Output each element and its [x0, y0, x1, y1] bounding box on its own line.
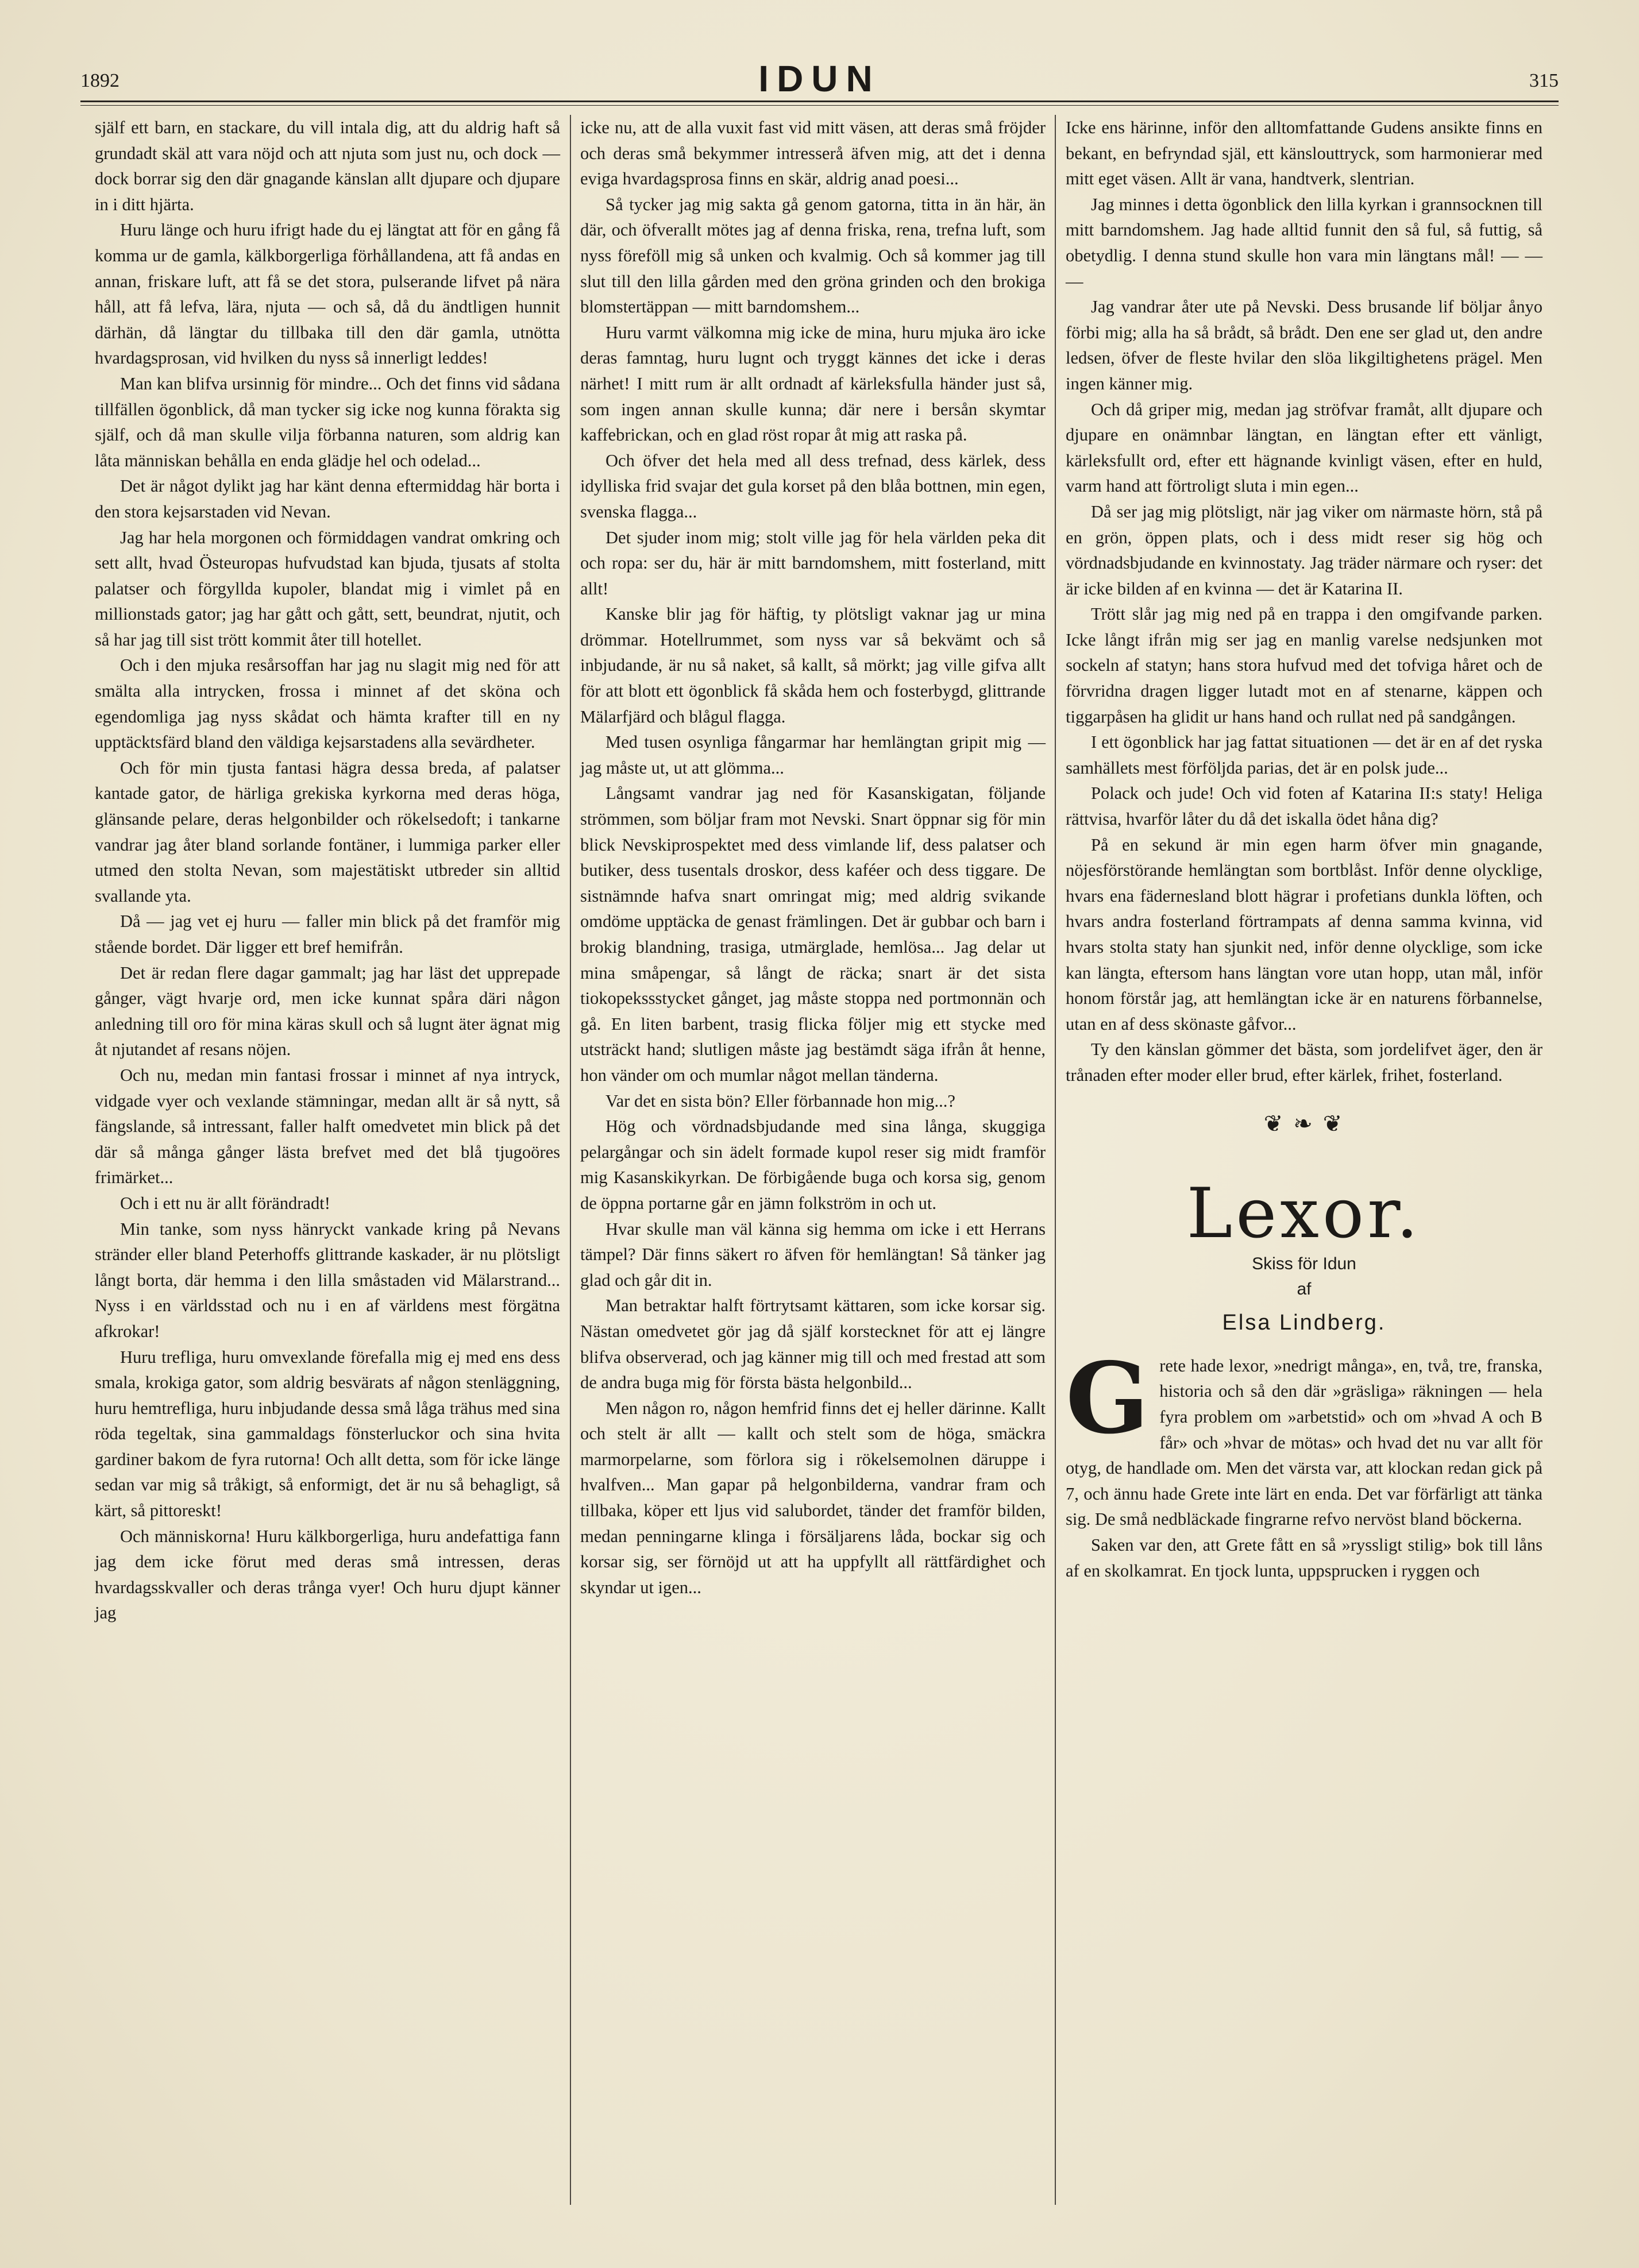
- story-byline: af: [1297, 1280, 1312, 1299]
- paragraph: Min tanke, som nyss hänryckt vankade kring på Nevans stränder eller bland Peterhoffs glittrande kaskader, är nu plötsligt långt borta, där hemma i den lilla småstaden vid Mälarstrand... Nyss i en världsstad och nu i en af världens mest förgätna afkrokar!: [95, 1219, 560, 1341]
- paragraph: Och för min tjusta fantasi hägra dessa breda, af palatser kantade gator, de härliga grekiska kyrkorna med deras höga, glänsande pelare, deras helgonbilder och rökelsedoft; i tankarne vandrar jag åter bland sorlande fontäner, i lummiga parker eller utmed den stolta Nevan, som majestätiskt utbreder sin alltid svallande yta.: [95, 758, 560, 906]
- paragraph: Det är redan flere dagar gammalt; jag har läst det upprepade gånger, vägt hvarje ord, men icke kunnat spåra däri någon anledning till oro för mina käras skull och så lugnt äter ägnat mig åt njutandet af resans nöjen.: [95, 963, 560, 1060]
- story-author: Elsa Lindberg.: [1222, 1311, 1386, 1335]
- paragraph: Och då griper mig, medan jag ströfvar framåt, allt djupare och djupare en onämnbar längtan, en längtan efter ett vänligt, kärleksfullt ord, efter ett hägnande kvinligt väsen, efter en huld, varm hand att förtroligt sluta i min egen...: [1066, 399, 1542, 496]
- paragraph: På en sekund är min egen harm öfver min gnagande, nöjesförstörande hemlängtan som bortblåst. Inför denne olycklige, hvars ena fädernesland blott hägrar i profetians dunkla löften, och hvars andra fosterland förtrampats af denna samma kvinna, vid hvars stolta staty han sjunkit ned, inför denne olycklige, som icke kan längta, eftersom hans längtan vore utan hopp, utan mål, inför honom förstår jag, att hemlängtan icke är en naturens förbannelse, utan en af dess skönaste gåfvor...: [1066, 834, 1542, 1034]
- paragraph: Men någon ro, någon hemfrid finns det ej heller därinne. Kallt och stelt är allt — kallt och stelt som de höga, smäckra marmorpelarne, som förlora sig i rökelsemolnen däruppe i hvalfven... Man gapar på helgonbilderna, vandrar fram och tillbaka, köper ett ljus vid salubordet, tänder det framför bilden, medan penningarne klinga i försäljarens låda, bockar sig och korsar sig, ser förnöjd ut att ha uppfyllt all rättfärdighet och skyndar ut igen...: [580, 1398, 1046, 1597]
- paragraph: Och människorna! Huru kälkborgerliga, huru andefattiga fann jag dem icke förut med deras små intressen, deras hvardagsskvaller och deras trånga vyer! Och huru djupt känner jag: [95, 1526, 560, 1623]
- story-title: Lexor.: [1186, 1174, 1422, 1254]
- paragraph: Huru trefliga, huru omvexlande förefalla mig ej med ens dess smala, krokiga gator, som aldrig besvärats af någon stenläggning, huru hemtrefliga, huru inbjudande dessa små låga trähus med sina röda tegeltak, sina gammaldags fönsterluckor och sina hvita gardiner bakom de fyra rutorna! Och allt detta, som för icke länge sedan var mig så tråkigt, så enformigt, det är nu så behagligt, så kärt, så pittoreskt!: [95, 1347, 560, 1521]
- paragraph: Och öfver det hela med all dess trefnad, dess kärlek, dess idylliska frid svajar det gula korset på den blåa bottnen, min egen, svenska flagga...: [580, 450, 1046, 521]
- paragraph: I ett ögonblick har jag fattat situationen — det är en af det ryska samhällets mest förföljda parias, det är en polsk jude...: [1066, 732, 1542, 778]
- paragraph: Så tycker jag mig sakta gå genom gatorna, titta in än här, än där, och öfverallt mötes jag af denna friska, rena, trefna luft, som nyss föreföll mig så unken och kvalmig. Och så kommer jag till slut till den lilla gården med den gröna grinden och den brokiga blomstertäppan — mitt barndomshem...: [580, 194, 1046, 317]
- page-number: 315: [1529, 70, 1559, 91]
- paragraph: Långsamt vandrar jag ned för Kasanskigatan, följande strömmen, som böljar fram mot Nevski. Snart öppnar sig för min blick Nevskiprospektet med dess vimlande lif, dess palatser och butiker, dess tusentals droskor, dess kaféer och dess tiggare. De sistnämnde hafva snart omringat mig; med aldrig svikande omdöme upptäcka de genast främlingen. Det är gubbar och barn i brokig blandning, trasiga, utmärglade, hemlösa... Jag delar ut mina småpengar, så långt de räcka; snart är det sista tiokopekssstycket gånget, jag måste stoppa ned portmonnän och gå. En liten barbent, trasig flicka följer mig ett stycke med utsträckt hand; slutligen måste jag bestämdt säga ifrån åt henne, hon vänder om och mumlar något mellan tänderna.: [580, 783, 1046, 1085]
- paragraph: själf ett barn, en stackare, du vill intala dig, att du aldrig haft så grundadt skäl att vara nöjd och att njuta som just nu, och dock — dock borrar sig den där gnagande känslan allt djupare och djupare in i ditt hjärta.: [95, 118, 560, 214]
- column-3: [1066, 115, 1542, 1583]
- paragraph: Icke ens härinne, inför den alltomfattande Gudens ansikte finns en bekant, en befryndad själ, ett känslouttryck, som harmonierar med mitt eget väsen. Allt är vana, handtverk, slentrian.: [1066, 118, 1542, 189]
- paragraph: Och nu, medan min fantasi frossar i minnet af nya intryck, vidgade vyer och vexlande stämningar, medan allt är så nytt, så fängslande, så intressant, faller halft omedvetet min blick på det där så många gånger lästa brefvet med det blå tjugoöres frimärket...: [95, 1065, 560, 1188]
- column-2: [580, 115, 1046, 1600]
- story-paragraph-text: rete hade lexor, »nedrigt många», en, två, tre, franska, historia och så den där »gräsliga» räkningen — hela fyra problem om »arbetstid» och om »hvad A och B får» och »hvar de mötas» och hvad det nu var allt för otyg, de handlade om. Men det värsta var, att klockan redan gick på 7, och ännu hade Grete inte lärt en enda. Det var förfärligt att tänka sig. De små nedbläckade fingrarne refvo nervöst bland böckerna.: [1066, 1355, 1542, 1529]
- paragraph: Och i ett nu är allt förändradt!: [120, 1193, 330, 1213]
- story-paragraph: [1066, 1340, 1542, 1532]
- ornament-divider: ❦ ❧ ❦: [1263, 1110, 1345, 1137]
- paragraph: Då ser jag mig plötsligt, när jag viker om närmaste hörn, stå på en grön, öppen plats, och i dess midt reser sig hög och vördnadsbjudande en kvinnostaty. Jag träder närmare och ryser: det är icke bilden af en kvinna — det är Katarina II.: [1066, 501, 1542, 598]
- paragraph: Det sjuder inom mig; stolt ville jag för hela världen peka dit och ropa: ser du, här är mitt barndomshem, mitt fosterland, mitt allt!: [580, 527, 1046, 598]
- column-divider: [570, 115, 571, 2205]
- paragraph: icke nu, att de alla vuxit fast vid mitt väsen, att deras små fröjder och deras små bekymmer intresserå äfven mig, att det i denna eviga hvardagsprosa finns en skär, aldrig anad poesi...: [580, 118, 1046, 189]
- paragraph: Jag minnes i detta ögonblick den lilla kyrkan i grannsocknen till mitt barndomshem. Jag hade alltid funnit den så ful, så futtig, så obetydlig. I denna stund skulle hon vara min längtans mål! — — —: [1066, 194, 1542, 291]
- story-paragraph: Saken var den, att Grete fått en så »ryssligt stilig» bok till låns af en skolkamrat. En tjock lunta, uppsprucken i ryggen och: [1066, 1535, 1542, 1581]
- masthead: IDUN: [758, 58, 881, 99]
- paragraph: Var det en sista bön? Eller förbannade hon mig...?: [606, 1091, 955, 1111]
- paragraph: Man betraktar halft förtrytsamt kättaren, som icke korsar sig. Nästan omedvetet gör jag då själf korstecknet för att ej längre blifva observerad, och jag känner mig till och med frestad att som de andra buga mig för första bästa helgonbild...: [580, 1296, 1046, 1393]
- paragraph: Hög och vördnadsbjudande med sina långa, skuggiga pelargångar och sin ädelt formade kupol reser sig midt framför mig Kasanskikyrkan. De förbigående buga och korsa sig, genom de öppna portarne går en jämn folkström in och ut.: [580, 1116, 1046, 1213]
- paragraph: Polack och jude! Och vid foten af Katarina II:s staty! Heliga rättvisa, hvarför låter du då det iskalla ödet håna dig?: [1066, 783, 1542, 829]
- paragraph: Då — jag vet ej huru — faller min blick på det framför mig stående bordet. Där ligger ett bref hemifrån.: [95, 911, 560, 957]
- paragraph: Jag vandrar åter ute på Nevski. Dess brusande lif böljar ånyo förbi mig; alla ha så brådt, så brådt. Den ene ser glad ut, den andre ledsen, öfver de fleste hvilar den slöa likgiltighetens prägel. Men ingen känner mig.: [1066, 297, 1542, 393]
- paragraph: Huru varmt välkomna mig icke de mina, huru mjuka äro icke deras famntag, huru lugnt och tryggt kännes det icke i deras närhet! I mitt rum är allt ordnadt af kärleksfulla händer just så, som ingen annan skulle kunna; där nere i bersån skymtar kaffebrickan, och en glad röst ropar åt mig att raska på.: [580, 322, 1046, 445]
- paragraph: Kanske blir jag för häftig, ty plötsligt vaknar jag ur mina drömmar. Hotellrummet, som nyss var så bekvämt och så inbjudande, är nu så naket, så kallt, så mörkt; jag ville gifva allt för att blott ett ögonblick få skåda hem och fosterbygd, glittrande Mälarfjärd och blågul flagga.: [580, 604, 1046, 727]
- paragraph: Det är något dylikt jag har känt denna eftermiddag här borta i den stora kejsarstaden vid Nevan.: [95, 476, 560, 521]
- column-divider: [1055, 115, 1056, 2205]
- paragraph: Jag har hela morgonen och förmiddagen vandrat omkring och sett allt, hvad Östeuropas hufvudstad kan bjuda, tjusats af stolta palatser och förgyllda kupoler, blandat mig i vimlet på en millionstads gator; jag har gått och gått, sett, beundrat, njutit, och så har jag till sist trött kommit åter till hotellet.: [95, 527, 560, 650]
- page-header: [80, 57, 1559, 103]
- paragraph: Trött slår jag mig ned på en trappa i den omgifvande parken. Icke långt ifrån mig ser jag en manlig varelse nedsjunken mot sockeln af statyn; hans stora hufvud med det tofviga håret och de förvridna dragen ligger lutadt mot en af stenarne, käppen och tiggarpåsen ha glidit ur hans hand och rullat ned på sandgången.: [1066, 604, 1542, 727]
- paragraph: Hvar skulle man väl känna sig hemma om icke i ett Herrans tämpel? Där finns säkert ro äfven för hemlängtan! Så tänker jag glad och går dit in.: [580, 1219, 1046, 1290]
- paragraph: Och i den mjuka resårsoffan har jag nu slagit mig ned för att smälta alla intrycken, frossa i minnet af det sköna och egendomliga jag nyss skådat och hämta krafter till en ny upptäcktsfärd bland den väldiga kejsarstadens alla sevärdheter.: [95, 655, 560, 752]
- paragraph: Med tusen osynliga fångarmar har hemlängtan gripit mig — jag måste ut, ut att glömma...: [580, 732, 1046, 778]
- paragraph: Man kan blifva ursinnig för mindre... Och det finns vid sådana tillfällen ögonblick, då man tycker sig icke nog kunna förakta sig själf, och då man skulle vilja förbanna naturen, som aldrig kan låta människan behålla en enda glädje hel och odelad...: [95, 373, 560, 470]
- paragraph: Huru länge och huru ifrigt hade du ej längtat att för en gång få komma ur de gamla, kälkborgerliga förhållandena, att få andas en annan, friskare luft, att få se det stora, pulserande lifvet på nära håll, att få lefva, lära, njuta — och så, då du ändtligen hunnit därhän, då längtar du tillbaka till den där gamla, utnötta hvardagsprosan, vid hvilken du nyss så innerligt leddes!: [95, 220, 560, 368]
- column-1: [95, 115, 560, 1626]
- header-year: 1892: [80, 70, 119, 91]
- paragraph: Ty den känslan gömmer det bästa, som jordelifvet äger, den är trånaden efter moder eller brud, efter kärlek, frihet, fosterland.: [1066, 1040, 1542, 1085]
- drop-cap: G: [1066, 1340, 1150, 1456]
- header-rule: [80, 101, 1559, 106]
- story-subtitle: Skiss för Idun: [1252, 1254, 1356, 1274]
